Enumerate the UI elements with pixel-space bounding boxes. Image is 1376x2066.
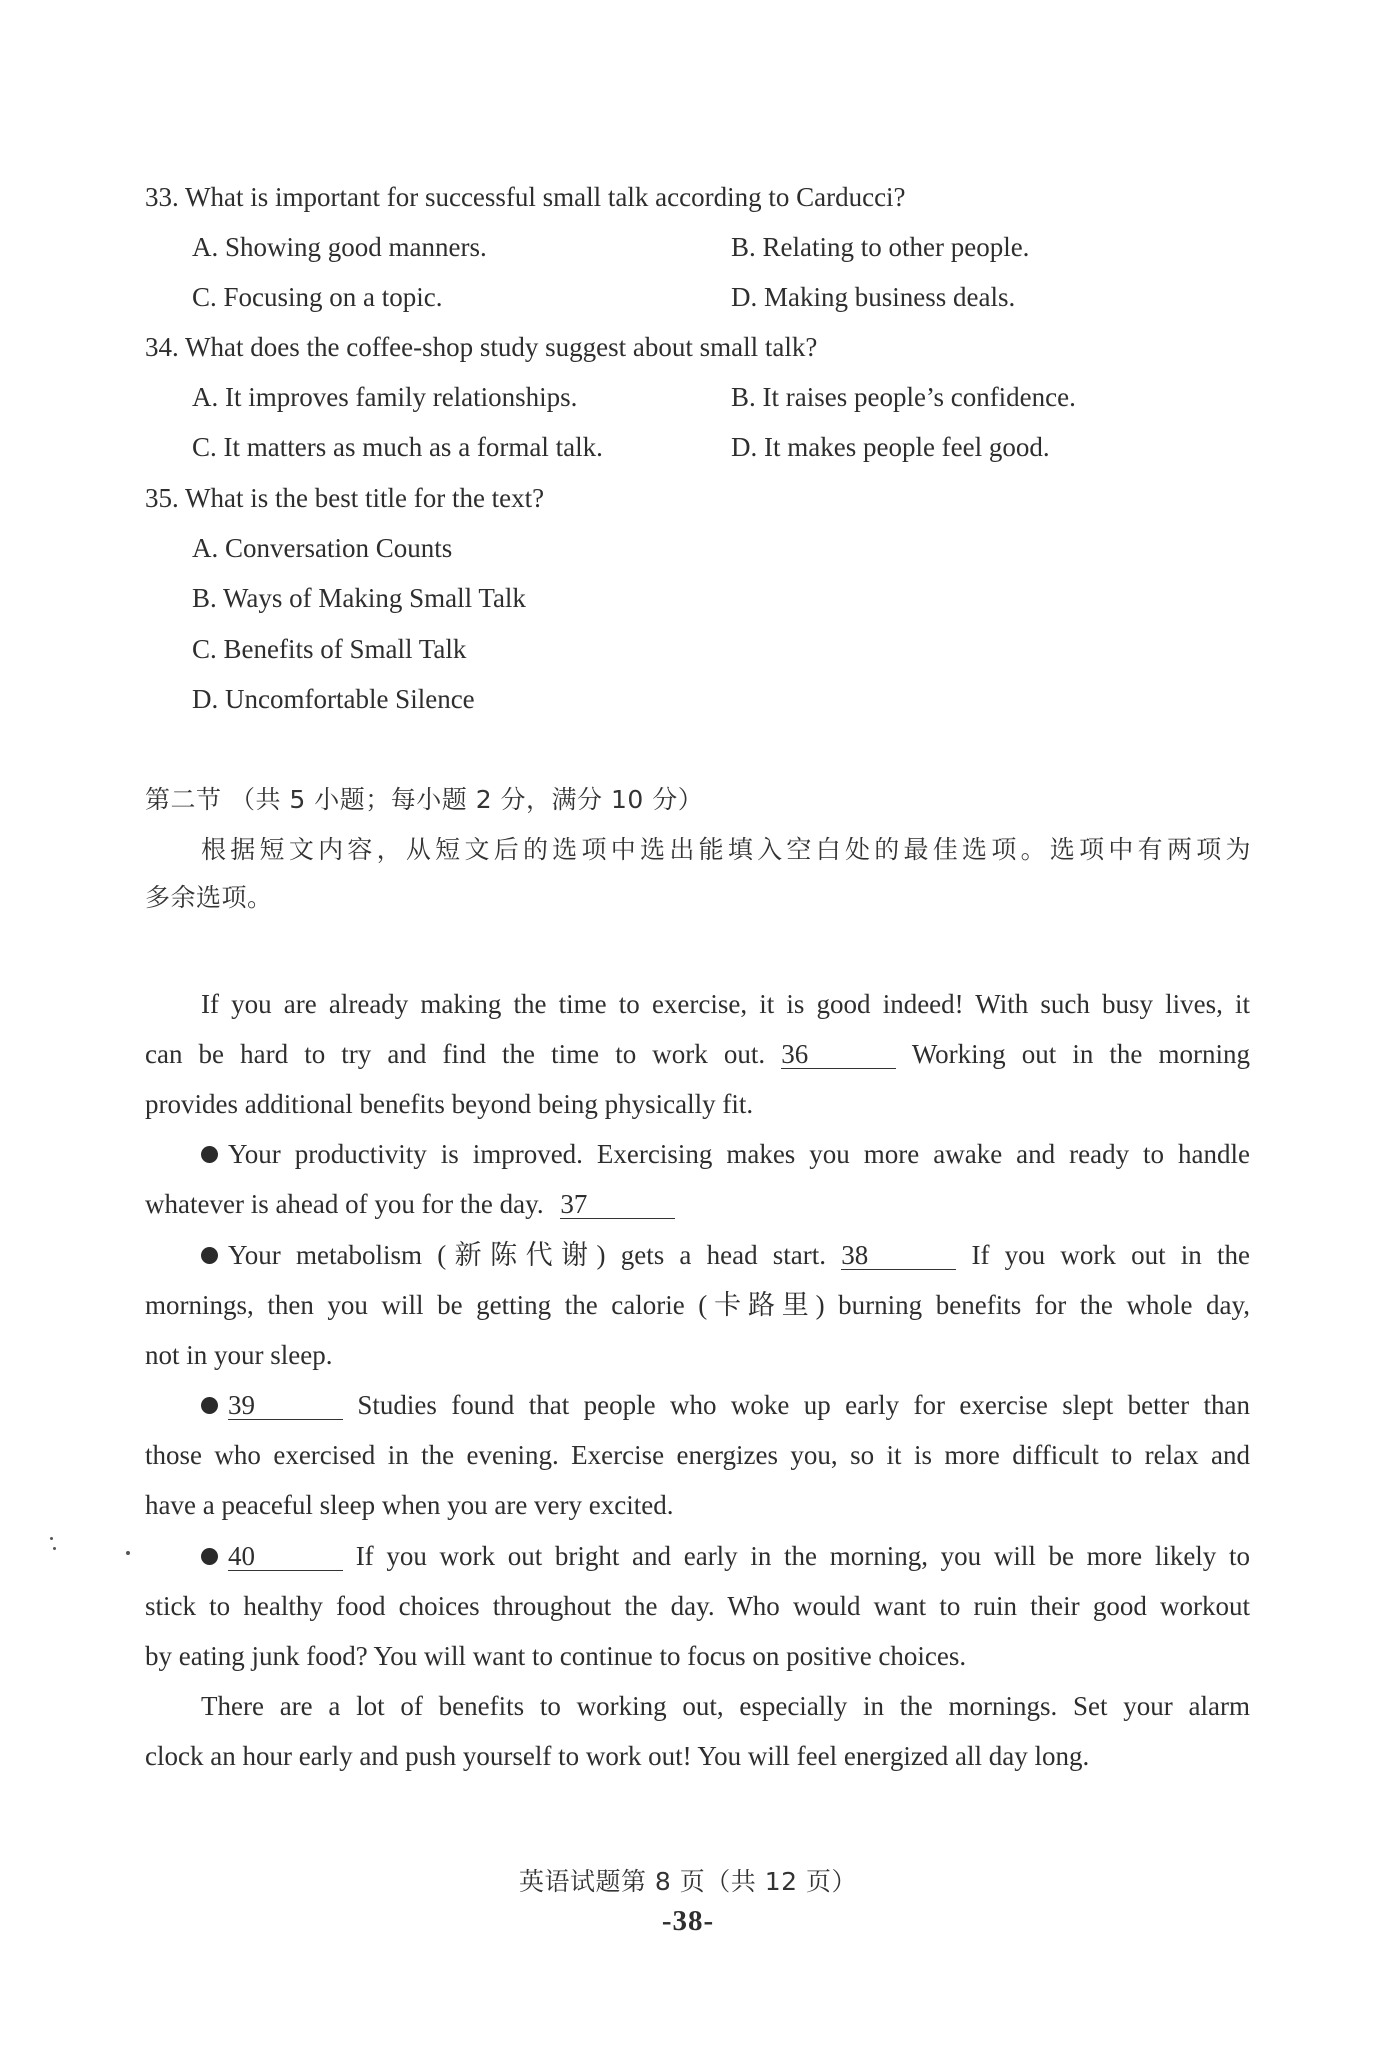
passage-text: If you work out in the: [971, 1240, 1250, 1270]
passage-text: Studies found that people who woke up early for exercise slept better than: [357, 1390, 1250, 1420]
bullet-icon: [201, 1548, 218, 1565]
passage-text: If you work out bright and early in the morning, you will be more likely to: [355, 1541, 1250, 1571]
question-34-option-c: C. It matters as much as a formal talk.: [192, 432, 603, 462]
bullet-icon: [201, 1146, 218, 1163]
question-33-option-c: C. Focusing on a topic.: [192, 282, 443, 312]
scan-speck: [50, 1537, 53, 1540]
passage-line: those who exercised in the evening. Exercise energizes you, so it is more difficult to relax and: [145, 1440, 1250, 1470]
blank-37: 37: [560, 1190, 675, 1219]
bullet-line-metabolism: [145, 1238, 1250, 1272]
question-34-option-b: B. It raises people’s confidence.: [731, 382, 1076, 412]
passage-line: not in your sleep.: [145, 1340, 333, 1370]
question-35-stem: 35. What is the best title for the text?: [145, 483, 545, 513]
passage-text: whatever is ahead of you for the day.: [145, 1189, 544, 1219]
passage-line: If you are already making the time to exercise, it is good indeed! With such busy lives, it: [201, 989, 1250, 1019]
bullet-icon: [201, 1247, 218, 1264]
passage-line: There are a lot of benefits to working out, especially in the mornings. Set your alarm: [201, 1691, 1250, 1721]
question-34-stem: 34. What does the coffee-shop study suggest about small talk?: [145, 332, 818, 362]
question-33-option-a: A. Showing good manners.: [192, 232, 487, 262]
question-35-option-d: D. Uncomfortable Silence: [192, 684, 475, 714]
passage-line: have a peaceful sleep when you are very excited.: [145, 1490, 674, 1520]
scan-speck: [126, 1551, 130, 1555]
question-33-stem: 33. What is important for successful small talk according to Carducci?: [145, 182, 906, 212]
passage-line: mornings, then you will be getting the calorie (卡路里) burning benefits for the whole day,: [145, 1290, 1250, 1320]
passage-text: can be hard to try and find the time to work out.: [145, 1039, 766, 1069]
question-35-option-a: A. Conversation Counts: [192, 533, 453, 563]
question-35-option-c: C. Benefits of Small Talk: [192, 634, 467, 664]
bullet-icon: [201, 1397, 218, 1414]
page-label: 英语试题第 8 页（共 12 页）: [518, 1867, 857, 1896]
passage-line: by eating junk food? You will want to continue to focus on positive choices.: [145, 1641, 967, 1671]
blank-40: 40: [228, 1542, 343, 1571]
question-33-option-b: B. Relating to other people.: [731, 232, 1030, 262]
question-35-option-b: B. Ways of Making Small Talk: [192, 583, 526, 613]
question-34-option-a: A. It improves family relationships.: [192, 382, 578, 412]
question-34-option-d: D. It makes people feel good.: [731, 432, 1050, 462]
question-33-option-d: D. Making business deals.: [731, 282, 1016, 312]
blank-38: 38: [841, 1241, 956, 1270]
page-number: -38-: [661, 1905, 715, 1937]
section-header: 第二节 （共 5 小题；每小题 2 分，满分 10 分）: [145, 785, 704, 814]
blank-39: 39: [228, 1391, 343, 1420]
passage-text: Your productivity is improved. Exercising makes you more awake and ready to handle: [228, 1139, 1250, 1169]
bullet-line-blank40: [145, 1539, 1250, 1573]
blank-36: 36: [781, 1040, 896, 1069]
passage-line-blank36: [145, 1037, 1250, 1071]
section-instruction-line1: 根据短文内容，从短文后的选项中选出能填入空白处的最佳选项。选项中有两项为: [201, 835, 1251, 864]
passage-line: stick to healthy food choices throughout the day. Who would want to ruin their good workout: [145, 1591, 1250, 1621]
section-instruction-line2: 多余选项。: [145, 883, 273, 912]
passage-line: clock an hour early and push yourself to work out! You will feel energized all day long.: [145, 1741, 1090, 1771]
passage-line: provides additional benefits beyond being physically fit.: [145, 1089, 754, 1119]
bullet-line-blank39: [145, 1388, 1250, 1422]
passage-line-blank37: [145, 1187, 1250, 1221]
bullet-line-productivity: [145, 1137, 1250, 1171]
scan-speck: [53, 1547, 56, 1550]
passage-text: Your metabolism (新陈代谢) gets a head start.: [228, 1240, 827, 1270]
passage-text: Working out in the morning: [911, 1039, 1250, 1069]
